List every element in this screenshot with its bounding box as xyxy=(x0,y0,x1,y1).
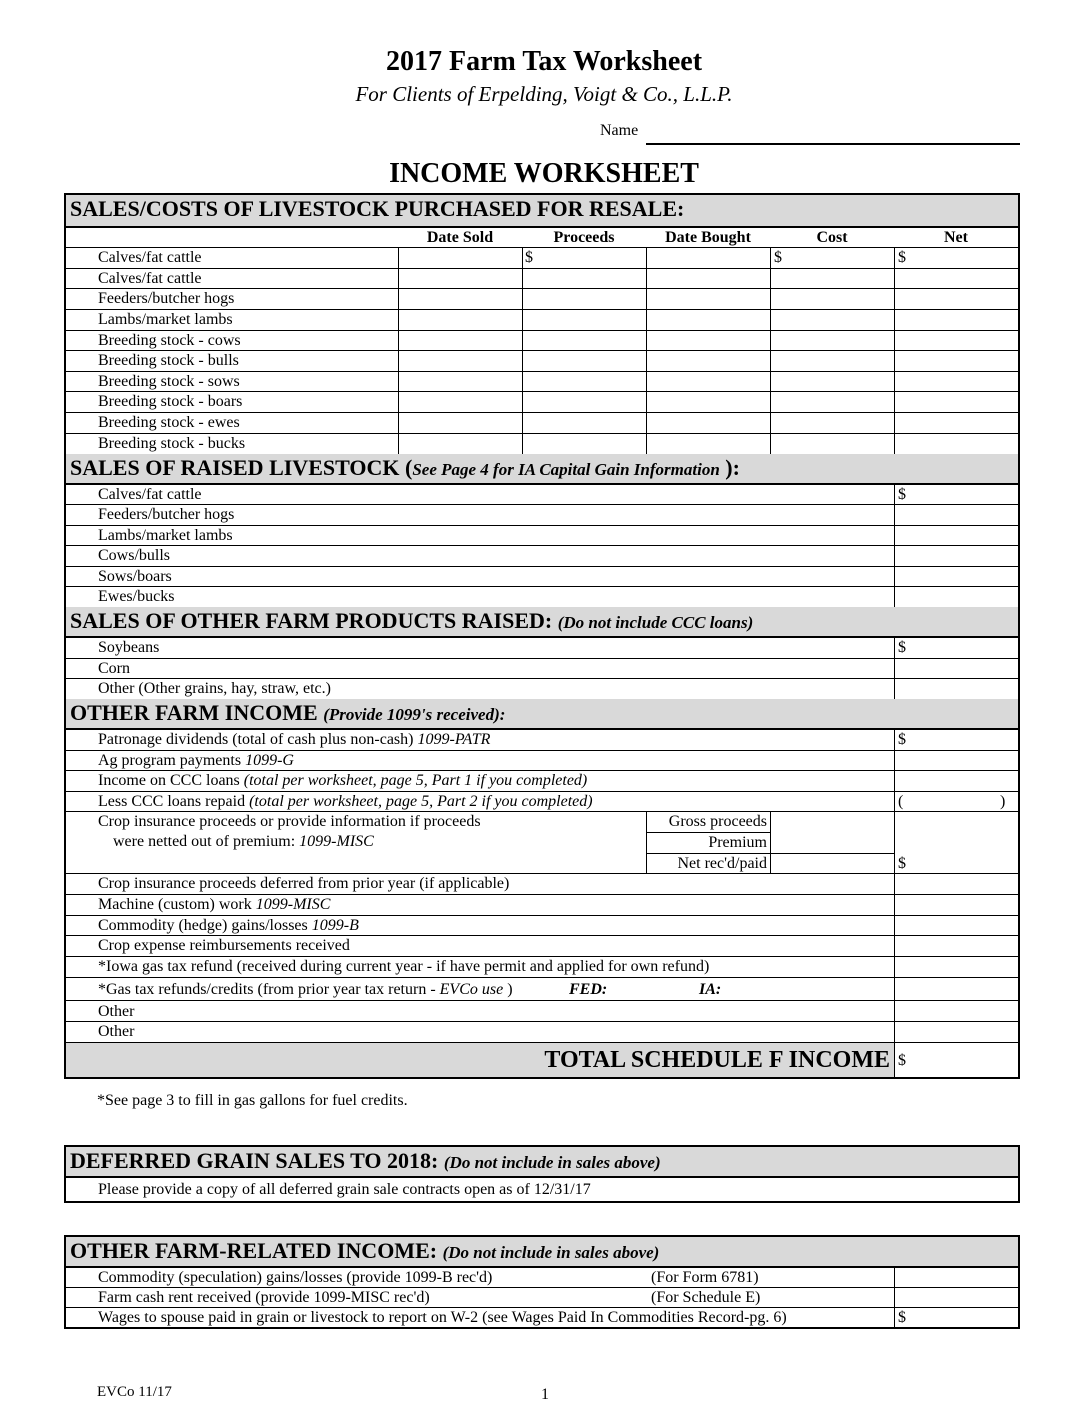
row-label: Calves/fat cattle xyxy=(98,486,202,503)
raised-livestock-row xyxy=(66,505,1018,526)
livestock-resale-row xyxy=(66,434,1018,454)
section-other-related: OTHER FARM-RELATED INCOME: (Do not include in sales above) xyxy=(66,1237,1018,1268)
related-income-row xyxy=(66,1288,1018,1308)
other-income-row xyxy=(66,792,1018,812)
row-label: *Iowa gas tax refund (received during current year - if have permit and applied for own refund) xyxy=(98,958,710,975)
row-label: Breeding stock - bulls xyxy=(98,352,239,369)
other-row: Other xyxy=(66,1022,1018,1043)
related-income-row xyxy=(66,1308,1018,1327)
dollar-sign: $ xyxy=(898,1309,906,1326)
worksheet-title: INCOME WORKSHEET xyxy=(389,158,699,189)
footer-code: EVCo 11/17 xyxy=(97,1384,172,1400)
section-other-farm-income: OTHER FARM INCOME (Provide 1099's received): xyxy=(66,699,1018,730)
other-related-table xyxy=(64,1235,1020,1329)
livestock-resale-row xyxy=(66,269,1018,289)
other-income-row xyxy=(66,916,1018,936)
other-income-row xyxy=(66,895,1018,916)
fuel-credit-note: *See page 3 to fill in gas gallons for fuel credits. xyxy=(97,1092,408,1109)
deferred-row: Please provide a copy of all deferred grain sale contracts open as of 12/31/17 xyxy=(98,1181,591,1198)
row-label: Wages to spouse paid in grain or livestock to report on W-2 (see Wages Paid In Commodities Record-pg. 6) xyxy=(98,1309,787,1326)
section-deferred-grain: DEFERRED GRAIN SALES TO 2018: (Do not include in sales above) xyxy=(66,1147,1018,1178)
dollar-sign: $ xyxy=(898,855,906,872)
row-label: Patronage dividends (total of cash plus non-cash) 1099-PATR xyxy=(98,731,491,748)
row-label: Feeders/butcher hogs xyxy=(98,290,235,307)
livestock-resale-row xyxy=(66,372,1018,392)
row-label: Less CCC loans repaid (total per worksheet, page 5, Part 2 if you completed) xyxy=(98,793,593,810)
row-label: Feeders/butcher hogs xyxy=(98,506,235,523)
page-subtitle: For Clients of Erpelding, Voigt & Co., L.L.P. xyxy=(355,82,733,106)
dollar-sign: $ xyxy=(898,731,906,748)
name-label: Name xyxy=(600,122,639,139)
livestock-resale-row xyxy=(66,351,1018,372)
row-label: Corn xyxy=(98,660,130,677)
dollar-sign: $ xyxy=(525,249,533,266)
col-date-sold: Date Sold xyxy=(426,229,494,246)
other-row: Other xyxy=(66,1001,1018,1022)
livestock-resale-row xyxy=(66,248,1018,269)
row-label: Soybeans xyxy=(98,639,160,656)
dollar-sign: $ xyxy=(898,486,906,503)
livestock-resale-row xyxy=(66,392,1018,413)
page-title: 2017 Farm Tax Worksheet xyxy=(385,46,703,77)
net-paid-label: Net rec'd/paid xyxy=(677,855,767,872)
other-income-row xyxy=(66,751,1018,771)
col-date-bought: Date Bought xyxy=(665,229,751,246)
row-label: Breeding stock - boars xyxy=(98,393,243,410)
row-label: Breeding stock - sows xyxy=(98,373,240,390)
gross-proceeds-label: Gross proceeds xyxy=(668,813,767,830)
row-label: Lambs/market lambs xyxy=(98,527,233,544)
row-label: Calves/fat cattle xyxy=(98,270,202,287)
fed-label: FED: xyxy=(569,981,608,998)
gas-tax-credits-row: *Gas tax refunds/credits (from prior year tax return - EVCo use ) FED: IA: xyxy=(66,978,1018,1001)
premium-label: Premium xyxy=(708,834,767,851)
dollar-sign: $ xyxy=(898,1052,906,1069)
total-label: TOTAL SCHEDULE F INCOME xyxy=(544,1047,890,1073)
paren-close: ) xyxy=(1000,793,1006,810)
raised-livestock-row xyxy=(66,526,1018,546)
row-label: Commodity (hedge) gains/losses 1099-B xyxy=(98,917,359,934)
deferred-grain-table xyxy=(64,1145,1020,1203)
row-label: Lambs/market lambs xyxy=(98,311,233,328)
row-label: Cows/bulls xyxy=(98,547,171,564)
section-raised-livestock: SALES OF RAISED LIVESTOCK (See Page 4 for IA Capital Gain Information ): xyxy=(66,454,1018,485)
page-number: 1 xyxy=(541,1386,549,1403)
row-label: Commodity (speculation) gains/losses (provide 1099-B rec'd) xyxy=(98,1269,493,1286)
other-income-row xyxy=(66,730,1018,751)
dollar-sign: ( xyxy=(898,793,904,810)
dollar-sign: $ xyxy=(898,639,906,656)
crop-insurance-row: Crop insurance proceeds or provide information if proceeds were netted out of premium: 1099-MISC Gross proceeds Premium Net rec'd/paid $ xyxy=(66,812,1018,874)
dollar-sign: $ xyxy=(898,249,906,266)
other-income-row xyxy=(66,936,1018,957)
farm-product-row xyxy=(66,638,1018,659)
row-label: Breeding stock - ewes xyxy=(98,414,240,431)
total-schedule-f-row xyxy=(66,1043,1018,1077)
row-label: Income on CCC loans (total per worksheet, page 5, Part 1 if you completed) xyxy=(98,772,588,789)
other-income-row xyxy=(66,874,1018,895)
row-label: Sows/boars xyxy=(98,568,172,585)
farm-product-row xyxy=(66,659,1018,679)
other-income-row xyxy=(66,771,1018,792)
livestock-resale-row xyxy=(66,289,1018,310)
row-label: Crop expense reimbursements received xyxy=(98,937,350,954)
related-income-row xyxy=(66,1268,1018,1288)
name-field[interactable] xyxy=(646,143,1020,145)
farm-product-row xyxy=(66,679,1018,699)
section-other-products: SALES OF OTHER FARM PRODUCTS RAISED: (Do not include CCC loans) xyxy=(66,607,1018,638)
raised-livestock-row xyxy=(66,485,1018,505)
form-reference: (For Form 6781) xyxy=(651,1269,759,1286)
row-label: Ag program payments 1099-G xyxy=(98,752,294,769)
row-label: Ewes/bucks xyxy=(98,588,175,605)
row-label: Crop insurance proceeds deferred from prior year (if applicable) xyxy=(98,875,510,892)
dollar-sign: $ xyxy=(774,249,782,266)
section-livestock-resale: SALES/COSTS OF LIVESTOCK PURCHASED FOR RESALE: xyxy=(66,195,1018,228)
ia-label: IA: xyxy=(699,981,722,998)
row-label: Farm cash rent received (provide 1099-MISC rec'd) xyxy=(98,1289,430,1306)
other-income-row xyxy=(66,957,1018,978)
raised-livestock-row xyxy=(66,546,1018,567)
row-label: Machine (custom) work 1099-MISC xyxy=(98,896,331,913)
livestock-resale-row xyxy=(66,331,1018,351)
raised-livestock-row xyxy=(66,567,1018,587)
livestock-column-header xyxy=(66,228,1018,248)
livestock-resale-row xyxy=(66,413,1018,434)
row-label: Breeding stock - bucks xyxy=(98,435,246,452)
col-cost: Cost xyxy=(816,229,848,246)
col-net: Net xyxy=(944,229,968,246)
col-proceeds: Proceeds xyxy=(553,229,615,246)
livestock-resale-row xyxy=(66,310,1018,331)
row-label: Breeding stock - cows xyxy=(98,332,241,349)
row-label: Other (Other grains, hay, straw, etc.) xyxy=(98,680,331,697)
row-label: Calves/fat cattle xyxy=(98,249,202,266)
form-reference: (For Schedule E) xyxy=(651,1289,761,1306)
raised-livestock-row xyxy=(66,587,1018,607)
income-table xyxy=(64,193,1020,1079)
